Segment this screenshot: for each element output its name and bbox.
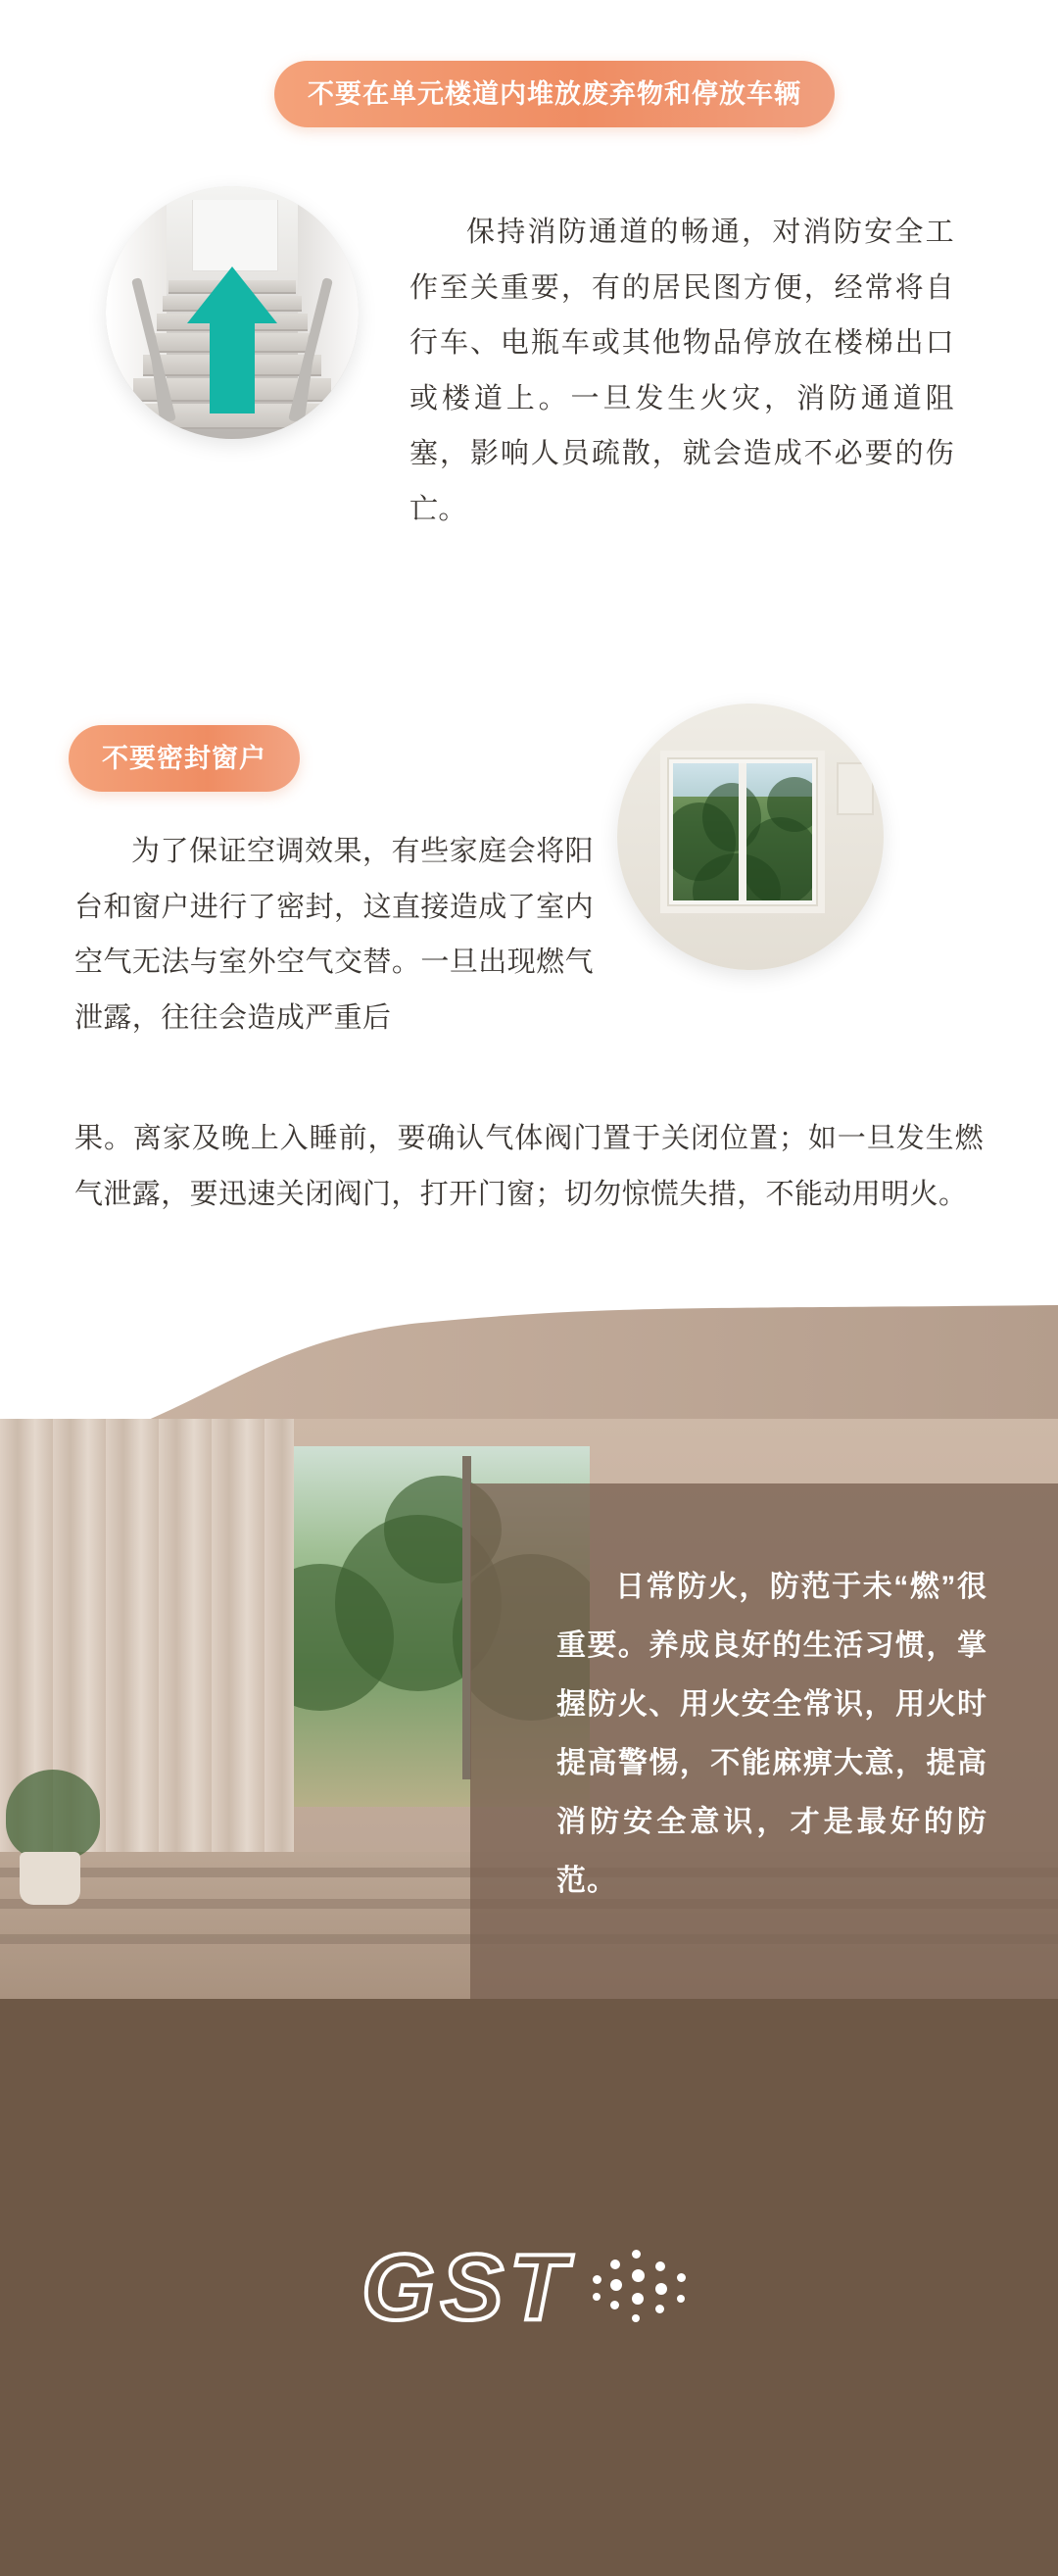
paragraph-window-part1: 为了保证空调效果，有些家庭会将阳台和窗户进行了密封，这直接造成了室内空气无法与室外空气交替。一旦出现燃气泄露，往往会造成严重后	[74, 836, 594, 1034]
section-heading-stairway: 不要在单元楼道内堆放废弃物和停放车辆	[274, 61, 835, 127]
paragraph-window-part2: 果。离家及晚上入睡前，要确认气体阀门置于关闭位置；如一旦发生燃气泄露，要迅速关闭阀门，打开门窗；切勿惊慌失措，不能动用明火。	[74, 1123, 984, 1210]
logo-text: GST	[361, 2235, 573, 2340]
photo-window	[617, 704, 884, 970]
up-arrow-head-icon	[187, 267, 277, 323]
section-conclusion	[0, 1303, 1058, 1999]
paragraph-stairway: 保持消防通道的畅通，对消防安全工作至关重要，有的居民图方便，经常将自行车、电瓶车或其他物品停放在楼梯出口或楼道上。一旦发生火灾，消防通道阻塞，影响人员疏散，就会造成不必要的伤亡。	[409, 217, 954, 525]
section-heading-window: 不要密封窗户	[69, 725, 300, 792]
photo-stairway	[106, 186, 359, 439]
brand-logo	[0, 2234, 1058, 2342]
dot-matrix-icon	[589, 2246, 697, 2330]
paragraph-conclusion: 日常防火，防范于未“燃”很重要。养成良好的生活习惯，掌握防火、用火安全常识，用火时提高警惕，不能麻痹大意，提高消防安全意识，才是最好的防范。	[556, 1571, 987, 1897]
up-arrow-icon	[210, 319, 255, 413]
footer	[0, 1999, 1058, 2576]
